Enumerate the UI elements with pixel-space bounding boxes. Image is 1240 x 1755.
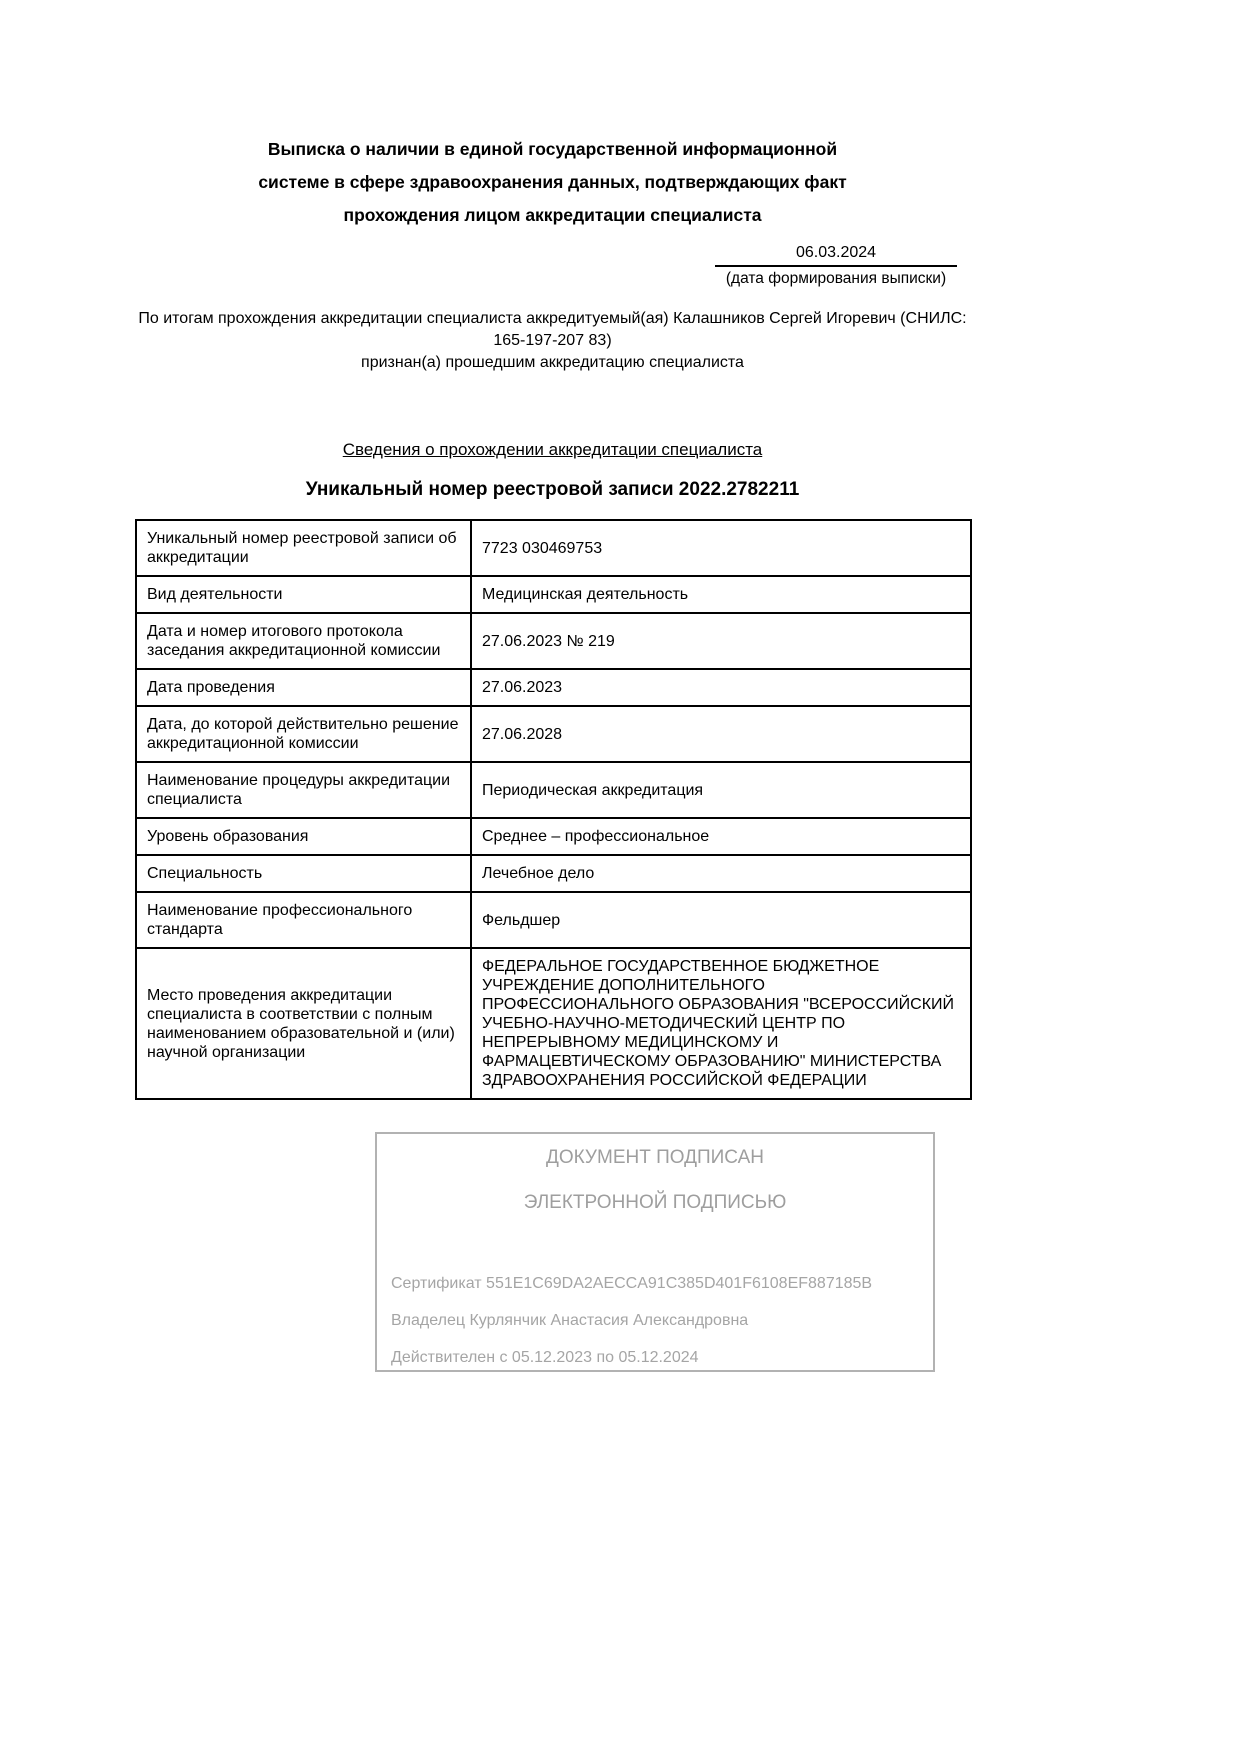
field-value-cell: 7723 030469753 bbox=[471, 520, 971, 576]
registry-number-heading: Уникальный номер реестровой записи 2022.2782211 bbox=[305, 479, 800, 500]
field-value-cell: Лечебное дело bbox=[471, 855, 971, 892]
certificate-owner: Владелец Курлянчик Анастасия Александровна bbox=[391, 1312, 749, 1329]
field-label-cell: Место проведения аккредитации специалиста в соответствии с полным наименованием образовательной и (или) научной организации bbox=[136, 948, 471, 1099]
field-value-cell: 27.06.2023 bbox=[471, 669, 971, 706]
document-title-line: Выписка о наличии в единой государственной информационной bbox=[267, 139, 838, 159]
table-row bbox=[136, 762, 971, 818]
table-row bbox=[136, 948, 971, 1099]
digital-signature-box bbox=[375, 1132, 935, 1372]
table-row bbox=[136, 818, 971, 855]
signature-title-line: ЭЛЕКТРОННОЙ ПОДПИСЬЮ bbox=[523, 1192, 787, 1213]
accreditation-table bbox=[135, 519, 972, 1100]
table-row bbox=[136, 576, 971, 613]
certificate-number: Сертификат 551E1C69DA2AECCA91C385D401F6108EF887185B bbox=[391, 1275, 873, 1292]
field-value-cell: Периодическая аккредитация bbox=[471, 762, 971, 818]
field-value-cell: ФЕДЕРАЛЬНОЕ ГОСУДАРСТВЕННОЕ БЮДЖЕТНОЕ УЧРЕЖДЕНИЕ ДОПОЛНИТЕЛЬНОГО ПРОФЕССИОНАЛЬНОГО ОБРАЗОВАНИЯ "ВСЕРОССИЙСКИЙ УЧЕБНО-НАУЧНО-МЕТОДИЧЕСКИЙ ЦЕНТР ПО НЕПРЕРЫВНОМУ МЕДИЦИНСКОМУ И ФАРМАЦЕВТИЧЕСКОМУ ОБРАЗОВАНИЮ" МИНИСТЕРСТВА ЗДРАВООХРАНЕНИЯ РОССИЙСКОЙ ФЕДЕРАЦИИ bbox=[471, 948, 971, 1099]
field-label-cell: Дата и номер итогового протокола заседания аккредитационной комиссии bbox=[136, 613, 471, 669]
field-value-cell: 27.06.2028 bbox=[471, 706, 971, 762]
document-title-line: прохождения лицом аккредитации специалиста bbox=[343, 205, 762, 225]
extract-date-block bbox=[715, 244, 957, 288]
document-title bbox=[135, 133, 970, 232]
field-value-cell: 27.06.2023 № 219 bbox=[471, 613, 971, 669]
document-title-line: системе в сфере здравоохранения данных, подтверждающих факт bbox=[258, 172, 847, 192]
field-label-cell: Специальность bbox=[136, 855, 471, 892]
document-content bbox=[135, 0, 970, 1372]
table-row bbox=[136, 669, 971, 706]
field-value-cell: Медицинская деятельность bbox=[471, 576, 971, 613]
intro-line: признан(а) прошедшим аккредитацию специалиста bbox=[361, 354, 744, 371]
field-value-cell: Фельдшер bbox=[471, 892, 971, 948]
field-label-cell: Уровень образования bbox=[136, 818, 471, 855]
table-row bbox=[136, 855, 971, 892]
extract-date-caption: (дата формирования выписки) bbox=[725, 270, 947, 287]
signature-details bbox=[377, 1274, 933, 1367]
field-label-cell: Наименование процедуры аккредитации специалиста bbox=[136, 762, 471, 818]
field-label-cell: Уникальный номер реестровой записи об аккредитации bbox=[136, 520, 471, 576]
table-row bbox=[136, 706, 971, 762]
certificate-validity: Действителен с 05.12.2023 по 05.12.2024 bbox=[391, 1349, 699, 1366]
field-value-cell: Среднее – профессиональное bbox=[471, 818, 971, 855]
table-row bbox=[136, 520, 971, 576]
table-row bbox=[136, 613, 971, 669]
field-label-cell: Вид деятельности bbox=[136, 576, 471, 613]
section-heading: Сведения о прохождении аккредитации специалиста bbox=[342, 440, 763, 459]
signature-title-line: ДОКУМЕНТ ПОДПИСАН bbox=[546, 1147, 764, 1168]
intro-paragraph bbox=[135, 308, 970, 374]
table-row bbox=[136, 892, 971, 948]
field-label-cell: Наименование профессионального стандарта bbox=[136, 892, 471, 948]
field-label-cell: Дата проведения bbox=[136, 669, 471, 706]
extract-date: 06.03.2024 bbox=[715, 244, 957, 267]
field-label-cell: Дата, до которой действительно решение аккредитационной комиссии bbox=[136, 706, 471, 762]
intro-line: По итогам прохождения аккредитации специалиста аккредитуемый(ая) Калашников Сергей Игоревич (СНИЛС: 165-197-207 83) bbox=[138, 310, 967, 349]
